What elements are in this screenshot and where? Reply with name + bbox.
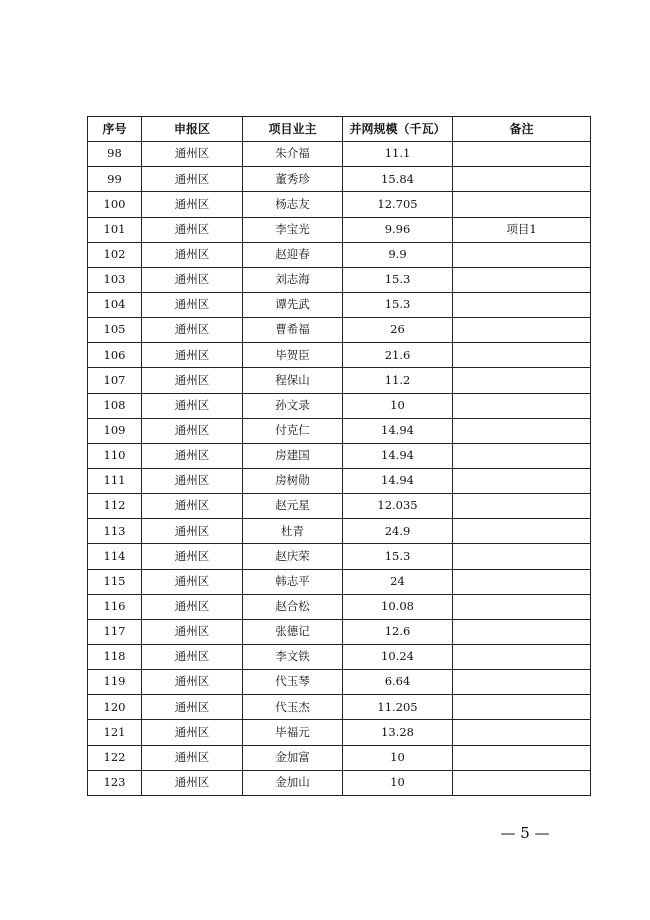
cell-capacity: 10 [343,770,453,795]
header-district: 申报区 [142,117,243,142]
cell-serial: 99 [88,167,142,192]
cell-owner: 杜青 [243,519,343,544]
cell-serial: 101 [88,217,142,242]
cell-owner: 金加山 [243,770,343,795]
cell-district: 通州区 [142,393,243,418]
cell-serial: 115 [88,569,142,594]
cell-owner: 赵合松 [243,594,343,619]
cell-capacity: 10.08 [343,594,453,619]
table-row [88,418,591,443]
cell-owner: 张德记 [243,619,343,644]
cell-capacity: 10 [343,393,453,418]
cell-serial: 104 [88,292,142,317]
cell-serial: 122 [88,745,142,770]
cell-serial: 106 [88,343,142,368]
cell-owner: 金加富 [243,745,343,770]
table-row [88,670,591,695]
cell-district: 通州区 [142,217,243,242]
cell-owner: 赵庆荣 [243,544,343,569]
cell-district: 通州区 [142,368,243,393]
cell-capacity: 10.24 [343,644,453,669]
cell-serial: 123 [88,770,142,795]
cell-capacity: 9.9 [343,242,453,267]
cell-capacity: 12.705 [343,192,453,217]
table-row [88,318,591,343]
cell-capacity: 13.28 [343,720,453,745]
header-remarks: 备注 [453,117,591,142]
table-row [88,393,591,418]
cell-district: 通州区 [142,544,243,569]
cell-remarks [453,519,591,544]
cell-district: 通州区 [142,343,243,368]
table-row [88,192,591,217]
cell-district: 通州区 [142,594,243,619]
cell-capacity: 15.3 [343,544,453,569]
cell-district: 通州区 [142,443,243,468]
cell-remarks [453,720,591,745]
cell-remarks [453,242,591,267]
cell-serial: 109 [88,418,142,443]
cell-serial: 120 [88,695,142,720]
cell-owner: 代玉杰 [243,695,343,720]
table-row [88,594,591,619]
cell-district: 通州区 [142,720,243,745]
cell-serial: 114 [88,544,142,569]
cell-capacity: 9.96 [343,217,453,242]
header-serial: 序号 [88,117,142,142]
cell-remarks [453,644,591,669]
cell-serial: 112 [88,494,142,519]
cell-remarks [453,443,591,468]
cell-remarks [453,393,591,418]
table-row [88,745,591,770]
cell-capacity: 11.205 [343,695,453,720]
cell-capacity: 12.035 [343,494,453,519]
table-row [88,443,591,468]
cell-capacity: 24 [343,569,453,594]
cell-capacity: 24.9 [343,519,453,544]
table-body [88,142,591,796]
table-row [88,468,591,493]
cell-district: 通州区 [142,192,243,217]
cell-district: 通州区 [142,619,243,644]
cell-capacity: 21.6 [343,343,453,368]
cell-district: 通州区 [142,569,243,594]
cell-serial: 111 [88,468,142,493]
cell-capacity: 14.94 [343,443,453,468]
cell-owner: 曹希福 [243,318,343,343]
cell-capacity: 11.1 [343,142,453,167]
cell-serial: 118 [88,644,142,669]
cell-owner: 赵迎春 [243,242,343,267]
table-row [88,368,591,393]
cell-capacity: 12.6 [343,619,453,644]
table-row [88,619,591,644]
cell-district: 通州区 [142,292,243,317]
header-capacity: 并网规模（千瓦） [343,117,453,142]
cell-serial: 100 [88,192,142,217]
cell-owner: 谭先武 [243,292,343,317]
table-row [88,242,591,267]
cell-owner: 付克仁 [243,418,343,443]
cell-district: 通州区 [142,695,243,720]
table-row [88,569,591,594]
cell-owner: 赵元星 [243,494,343,519]
cell-owner: 刘志海 [243,267,343,292]
cell-remarks [453,318,591,343]
cell-district: 通州区 [142,242,243,267]
cell-capacity: 10 [343,745,453,770]
cell-remarks [453,594,591,619]
cell-serial: 110 [88,443,142,468]
table-row [88,343,591,368]
cell-district: 通州区 [142,770,243,795]
cell-remarks [453,770,591,795]
table-row [88,644,591,669]
cell-remarks [453,695,591,720]
cell-district: 通州区 [142,142,243,167]
cell-serial: 102 [88,242,142,267]
cell-remarks [453,267,591,292]
cell-district: 通州区 [142,519,243,544]
table-row [88,142,591,167]
cell-owner: 房树勋 [243,468,343,493]
cell-remarks [453,569,591,594]
cell-remarks [453,167,591,192]
cell-capacity: 14.94 [343,418,453,443]
cell-serial: 98 [88,142,142,167]
cell-district: 通州区 [142,494,243,519]
table-row [88,167,591,192]
cell-owner: 毕贺臣 [243,343,343,368]
cell-district: 通州区 [142,745,243,770]
cell-capacity: 15.3 [343,267,453,292]
table-row [88,494,591,519]
cell-district: 通州区 [142,670,243,695]
table-row [88,217,591,242]
cell-capacity: 11.2 [343,368,453,393]
cell-capacity: 15.3 [343,292,453,317]
table-row [88,292,591,317]
table-row [88,695,591,720]
cell-owner: 杨志友 [243,192,343,217]
header-owner: 项目业主 [243,117,343,142]
cell-serial: 113 [88,519,142,544]
cell-district: 通州区 [142,644,243,669]
cell-capacity: 14.94 [343,468,453,493]
cell-remarks [453,418,591,443]
cell-owner: 李宝光 [243,217,343,242]
cell-remarks [453,670,591,695]
cell-serial: 117 [88,619,142,644]
page-number: — 5 — [500,824,550,842]
project-table [87,116,591,796]
cell-remarks [453,494,591,519]
cell-remarks [453,745,591,770]
cell-owner: 代玉琴 [243,670,343,695]
cell-remarks [453,468,591,493]
table-header-row [88,117,591,142]
cell-owner: 程保山 [243,368,343,393]
cell-serial: 108 [88,393,142,418]
table-row [88,544,591,569]
cell-capacity: 15.84 [343,167,453,192]
cell-serial: 105 [88,318,142,343]
table-row [88,770,591,795]
table-row [88,267,591,292]
table-row [88,720,591,745]
cell-serial: 116 [88,594,142,619]
cell-owner: 房建国 [243,443,343,468]
cell-remarks [453,368,591,393]
cell-remarks [453,343,591,368]
cell-capacity: 6.64 [343,670,453,695]
table-row [88,519,591,544]
cell-serial: 119 [88,670,142,695]
cell-owner: 李文铁 [243,644,343,669]
cell-remarks [453,142,591,167]
cell-owner: 孙文录 [243,393,343,418]
cell-district: 通州区 [142,167,243,192]
cell-capacity: 26 [343,318,453,343]
cell-owner: 董秀珍 [243,167,343,192]
cell-serial: 107 [88,368,142,393]
cell-remarks [453,544,591,569]
cell-district: 通州区 [142,468,243,493]
cell-district: 通州区 [142,267,243,292]
cell-district: 通州区 [142,318,243,343]
cell-owner: 朱介福 [243,142,343,167]
cell-remarks [453,192,591,217]
cell-remarks [453,292,591,317]
cell-owner: 毕福元 [243,720,343,745]
cell-owner: 韩志平 [243,569,343,594]
cell-remarks [453,619,591,644]
cell-serial: 121 [88,720,142,745]
cell-remarks: 项目1 [453,217,591,242]
cell-serial: 103 [88,267,142,292]
cell-district: 通州区 [142,418,243,443]
